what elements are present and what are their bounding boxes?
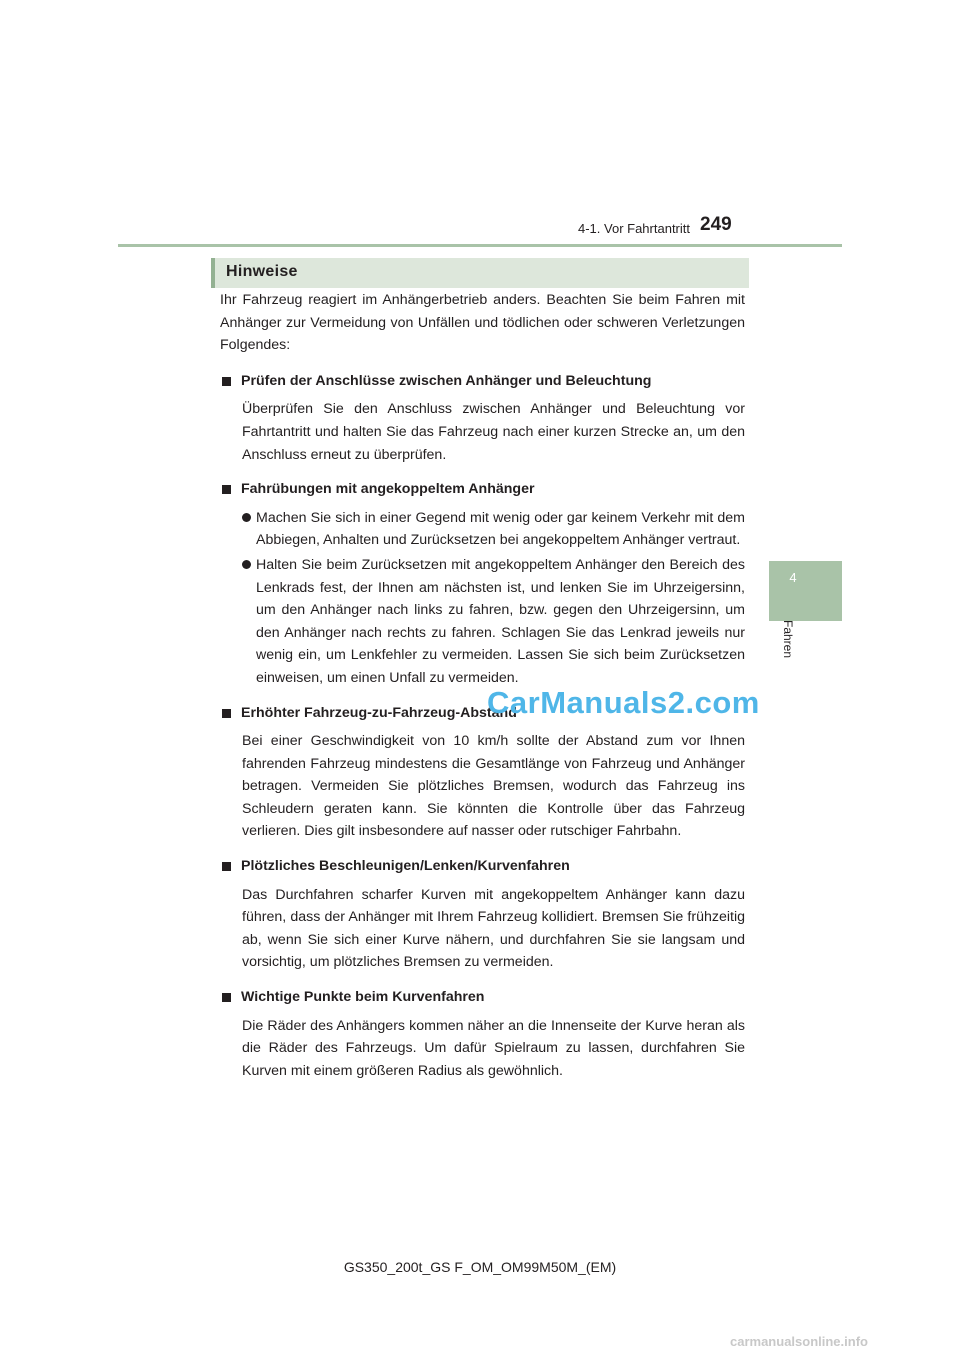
header-rule <box>118 244 842 247</box>
page-number: 249 <box>700 214 732 235</box>
notice-intro: Ihr Fahrzeug reagiert im Anhängerbetrieb anders. Beachten Sie beim Fahren mit Anhänger zur Vermeidung von Unfällen und tödlichen oder schweren Verletzungen Folgendes: <box>220 292 745 354</box>
section-title: 4-1. Vor Fahrtantritt <box>578 221 690 236</box>
section-heading-text: Wichtige Punkte beim Kurvenfahren <box>241 989 485 1006</box>
notice-box <box>211 258 749 288</box>
list-item-text: Machen Sie sich in einer Gegend mit wenig oder gar keinem Verkehr mit dem Abbiegen, Anhalten und Zurücksetzen bei angekoppeltem Anhänger vertraut. <box>256 509 745 549</box>
footer-code: GS350_200t_GS F_OM_OM99M50M_(EM) <box>343 1259 617 1275</box>
section-heading-text: Prüfen der Anschlüsse zwischen Anhänger und Beleuchtung <box>241 372 652 389</box>
bullet-list <box>220 507 745 690</box>
square-bullet-icon <box>222 709 231 718</box>
list-item <box>220 507 745 552</box>
section-heading <box>220 855 745 878</box>
section-body: Die Räder des Anhängers kommen näher an die Innenseite der Kurve heran als die Räder des Fahrzeugs. Um dafür Spielraum zu lassen, durchfahren Sie Kurven mit einem größeren Radius als gewöhnlich. <box>242 1017 745 1079</box>
section-body: Bei einer Geschwindigkeit von 10 km/h sollte der Abstand zum vor Ihnen fahrenden Fahrzeug mindestens die Gesamtlänge von Fahrzeug und Anhänger betragen. Vermeiden Sie plötzliches Bremsen, wodurch das Fahrzeug ins Schleudern geraten kann. Sie könnten die Kontrolle über das Fahrzeug verlieren. Dies gilt insbesondere auf nasser oder rutschiger Fahrbahn. <box>242 733 745 840</box>
section-body: Überprüfen Sie den Anschluss zwischen Anhänger und Beleuchtung vor Fahrtantritt und halten Sie das Fahrzeug nach einer kurzen Strecke an, um den Anschluss erneut zu überprüfen. <box>242 401 745 463</box>
section-heading <box>220 370 745 393</box>
square-bullet-icon <box>222 862 231 871</box>
square-bullet-icon <box>222 377 231 386</box>
list-item-text: Halten Sie beim Zurücksetzen mit angekoppeltem Anhänger den Bereich des Lenkrads fest, der Ihnen am nächsten ist, und lenken Sie im Uhrzeigersinn, um den Anhänger nach links zu fahren, bzw. gegen den Uhrzeigersinn, um den Anhänger nach rechts zu fahren. Schlagen Sie das Lenkrad jeweils nur wenig ein, um Lenkfehler zu vermeiden. Lassen Sie sich beim Zurücksetzen einweisen, um einen Unfall zu vermeiden. <box>256 556 745 686</box>
dot-bullet-icon <box>242 560 251 569</box>
section-heading-text: Plötzliches Beschleunigen/Lenken/Kurvenfahren <box>241 858 570 875</box>
chapter-number: 4 <box>789 570 797 585</box>
section-heading <box>220 478 745 501</box>
square-bullet-icon <box>222 485 231 494</box>
watermark-logo: CarManuals2.com <box>487 685 760 720</box>
chapter-label-text: Fahren <box>781 620 795 659</box>
notice-title: Hinweise <box>226 263 298 280</box>
bottom-watermark-link[interactable]: carmanualsonline.info <box>730 1334 868 1349</box>
section-heading-text: Erhöhter Fahrzeug-zu-Fahrzeug-Abstand <box>241 704 517 721</box>
section-body: Das Durchfahren scharfer Kurven mit angekoppeltem Anhänger kann dazu führen, dass der Anhänger mit Ihrem Fahrzeug kollidiert. Bremsen Sie frühzeitig ab, wenn Sie sich einer Kurve nähern, und durchfahren Sie sie langsam und vorsichtig, um plötzliches Bremsen zu vermeiden. <box>242 886 745 971</box>
square-bullet-icon <box>222 993 231 1002</box>
dot-bullet-icon <box>242 513 251 522</box>
list-item <box>220 554 745 690</box>
section-heading <box>220 986 745 1009</box>
chapter-label <box>781 620 801 680</box>
section-heading-text: Fahrübungen mit angekoppeltem Anhänger <box>241 481 535 498</box>
